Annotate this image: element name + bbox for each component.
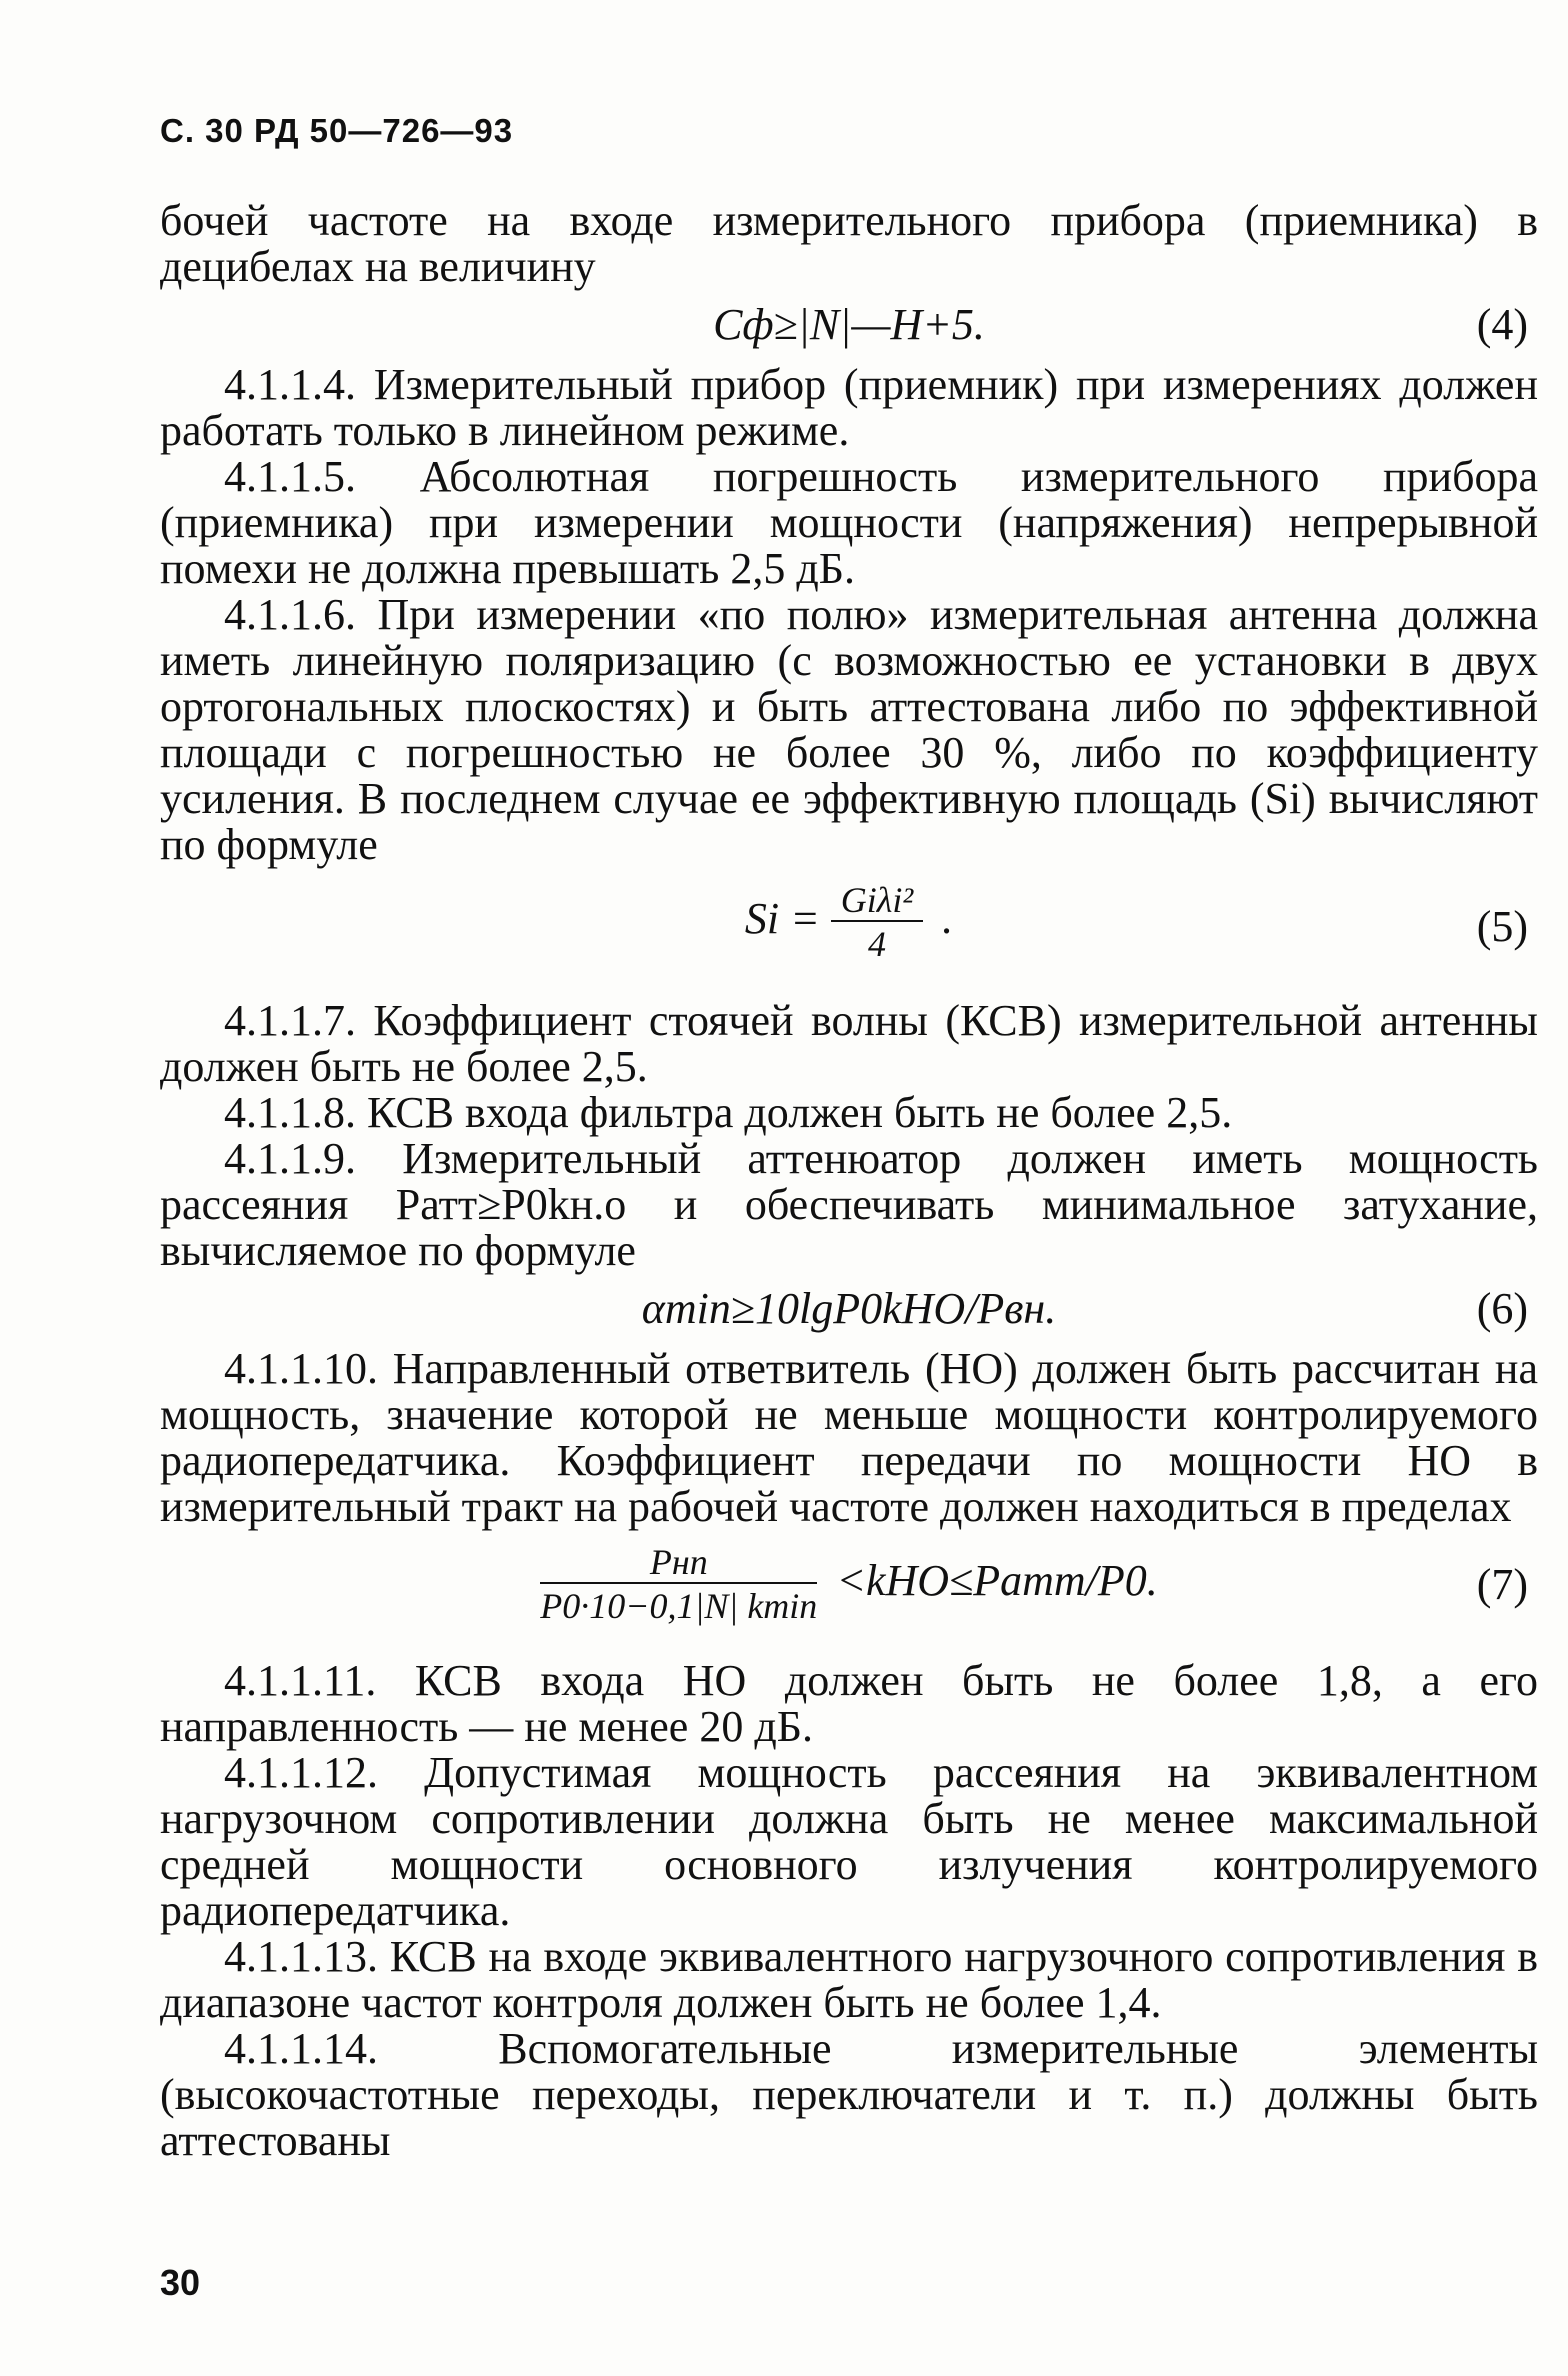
- formula-5-number: (5): [1476, 902, 1528, 951]
- page-number: 30: [160, 2262, 201, 2303]
- formula-7-number: (7): [1476, 1560, 1528, 1609]
- formula-6: [160, 1280, 1538, 1344]
- formula-5-denominator: 4: [867, 924, 886, 964]
- formula-5: [160, 874, 1538, 996]
- formula-7-rhs: <kНО≤Pатт/P0.: [836, 1556, 1158, 1606]
- formula-5-fraction: [831, 880, 923, 966]
- running-header: С. 30 РД 50—726—93: [160, 112, 514, 149]
- formula-4-expression: Cф≥|N|—H+5.: [713, 300, 985, 349]
- formula-7: [160, 1536, 1538, 1656]
- formula-5-expression: [160, 880, 1538, 966]
- paragraph-4-1-1-13: 4.1.1.13. КСВ на входе эквивалентного нагрузочного сопротивления в диапазоне частот контроля должен быть не более 1,4.: [160, 1932, 1538, 2027]
- intro-paragraph: бочей частоте на входе измерительного прибора (приемника) в децибелах на величину: [160, 196, 1538, 291]
- paragraph-4-1-1-9: 4.1.1.9. Измерительный аттенюатор должен иметь мощность рассеяния Pатт≥P0kн.о и обеспечивать минимальное затухание, вычисляемое по формуле: [160, 1134, 1538, 1275]
- formula-4-number: (4): [1476, 300, 1528, 349]
- formula-4: [160, 296, 1538, 360]
- formula-5-numerator: Giλi²: [831, 880, 923, 922]
- paragraph-4-1-1-5: 4.1.1.5. Абсолютная погрешность измерительного прибора (приемника) при измерении мощности (напряжения) непрерывной помехи не должна превышать 2,5 дБ.: [160, 452, 1538, 593]
- paragraph-4-1-1-12: 4.1.1.12. Допустимая мощность рассеяния на эквивалентном нагрузочном сопротивлении должна быть не менее максимальной средней мощности основного излучения контролируемого радиопередатчика.: [160, 1748, 1538, 1935]
- formula-7-fraction: [540, 1542, 817, 1628]
- formula-5-tail: .: [942, 894, 954, 944]
- paragraph-4-1-1-14: 4.1.1.14. Вспомогательные измерительные элементы (высокочастотные переходы, переключатели и т. п.) должны быть аттестованы: [160, 2024, 1538, 2165]
- paragraph-4-1-1-7: 4.1.1.7. Коэффициент стоячей волны (КСВ) измерительной антенны должен быть не более 2,5.: [160, 996, 1538, 1091]
- formula-7-expression: [160, 1542, 1538, 1628]
- formula-5-lhs: Si =: [744, 894, 820, 944]
- paragraph-4-1-1-11: 4.1.1.11. КСВ входа НО должен быть не более 1,8, а его направленность — не менее 20 дБ.: [160, 1656, 1538, 1751]
- formula-6-expression: αmin≥10lgP0kНО/Pвн.: [641, 1284, 1057, 1333]
- formula-7-numerator: Pнп: [540, 1542, 817, 1584]
- formula-7-denominator: P0·10−0,1|N| kmin: [540, 1586, 818, 1626]
- paragraph-4-1-1-4: 4.1.1.4. Измерительный прибор (приемник) при измерениях должен работать только в линейном режиме.: [160, 360, 1538, 455]
- paragraph-4-1-1-6: 4.1.1.6. При измерении «по полю» измерительная антенна должна иметь линейную поляризацию (с возможностью ее установки в двух ортогональных плоскостях) и быть аттестована либо по эффективной площади с погрешностью не более 30 %, либо по коэффициенту усиления. В последнем случае ее эффективную площадь (Si) вычисляют по формуле: [160, 590, 1538, 869]
- paragraph-4-1-1-8: 4.1.1.8. КСВ входа фильтра должен быть не более 2,5.: [224, 1088, 1233, 1137]
- formula-6-number: (6): [1476, 1284, 1528, 1333]
- page-body: [160, 198, 1538, 2164]
- paragraph-4-1-1-10: 4.1.1.10. Направленный ответвитель (НО) должен быть рассчитан на мощность, значение которой не меньше мощности контролируемого радиопередатчика. Коэффициент передачи по мощности НО в измерительный тракт на рабочей частоте должен находиться в пределах: [160, 1344, 1538, 1531]
